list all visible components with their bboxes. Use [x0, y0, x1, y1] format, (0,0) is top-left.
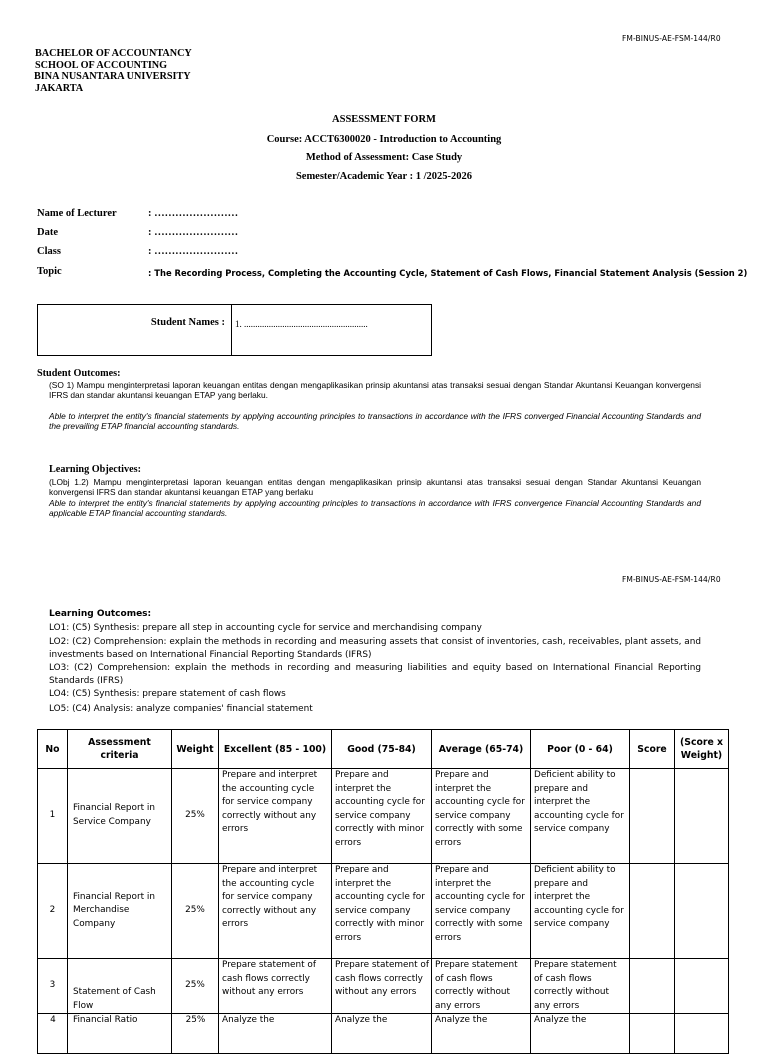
row-average: Analyze the: [432, 1014, 531, 1054]
row-weight: 25%: [172, 864, 219, 959]
row-good: Analyze the: [332, 1014, 432, 1054]
row-no: 1: [38, 769, 68, 864]
row-score-weight-cell[interactable]: [675, 769, 729, 864]
row-poor: Prepare statement of cash flows correctly without any errors: [531, 959, 630, 1014]
row-weight: 25%: [172, 769, 219, 864]
lo5-text: LO5: (C4) Analysis: analyze companies' financial statement: [49, 704, 313, 714]
row-average: Prepare and interpret the accounting cycle for service company correctly with some errors: [432, 769, 531, 864]
row-criteria: Statement of Cash Flow: [68, 959, 172, 1014]
row-excellent: Prepare statement of cash flows correctly without any errors: [219, 959, 332, 1014]
form-title: ASSESSMENT FORM: [332, 114, 436, 125]
row-score-weight-cell[interactable]: [675, 1014, 729, 1054]
row-poor: Analyze the: [531, 1014, 630, 1054]
institution-line-4: JAKARTA: [35, 82, 84, 94]
row-excellent: Analyze the: [219, 1014, 332, 1054]
date-value: : ……………………: [148, 227, 239, 238]
row-no: 2: [38, 864, 68, 959]
method-line: Method of Assessment: Case Study: [305, 152, 463, 163]
lecturer-value: : ……………………: [148, 208, 239, 219]
form-code-mid: FM-BINUS-AE-FSM-144/R0: [622, 575, 721, 584]
table-row: [38, 959, 729, 1014]
learning-objectives-indonesian: (LObj 1.2) Mampu menginterpretasi laporan keuangan entitas dengan mengaplikasikan prinsip akuntansi atas transaksi sesuai dengan Standar Akuntansi Keuangan konvergensi IFRS dan standar akuntansi keuangan ETAP yang berlaku: [49, 477, 701, 498]
row-score-cell[interactable]: [630, 1014, 675, 1054]
lo4-text: LO4: (C5) Synthesis: prepare statement of cash flows: [49, 689, 286, 699]
row-criteria: Financial Report in Service Company: [68, 769, 172, 864]
lecturer-label: Name of Lecturer: [37, 208, 117, 219]
row-average: Prepare statement of cash flows correctly without any errors: [432, 959, 531, 1014]
lo2-text: LO2: (C2) Comprehension: explain the methods in recording and measuring assets that consist of inventories, cash, receivables, plant assets, and investments based on International Financial Reporting Standards (IFRS): [49, 637, 701, 661]
table-row: [38, 769, 729, 864]
institution-line-1: BACHELOR OF ACCOUNTANCY: [35, 48, 192, 59]
student-names-label-cell: [38, 305, 232, 355]
institution-line-3: BINA NUSANTARA UNIVERSITY: [34, 71, 191, 83]
learning-outcomes-heading: Learning Outcomes:: [49, 609, 152, 619]
lo3-text: LO3: (C2) Comprehension: explain the methods in recording and measuring liabilities and equity based on International Financial Reporting Standards (IFRS): [49, 663, 701, 687]
row-good: Prepare and interpret the accounting cycle for service company correctly with minor errors: [332, 864, 432, 959]
date-label: Date: [37, 227, 58, 238]
row-criteria: Financial Ratio: [68, 1014, 172, 1054]
row-no: 4: [38, 1014, 68, 1054]
header-excellent: Excellent (85 - 100): [219, 730, 332, 769]
topic-value: : The Recording Process, Completing the Accounting Cycle, Statement of Cash Flows, Financial Statement Analysis (Session 2): [148, 268, 748, 278]
row-poor: Deficient ability to prepare and interpret the accounting cycle for service company: [531, 864, 630, 959]
row-excellent: Prepare and interpret the accounting cycle for service company correctly without any errors: [219, 769, 332, 864]
table-row: [38, 864, 729, 959]
institution-line-2: SCHOOL OF ACCOUNTING: [35, 59, 168, 71]
institution-block: [35, 48, 192, 94]
row-good: Prepare and interpret the accounting cycle for service company correctly with minor errors: [332, 769, 432, 864]
form-code-top: FM-BINUS-AE-FSM-144/R0: [622, 34, 721, 43]
student-names-label: Student Names :: [150, 317, 225, 328]
row-score-weight-cell[interactable]: [675, 959, 729, 1014]
topic-label: Topic: [37, 266, 62, 277]
header-weight: Weight: [172, 730, 219, 769]
learning-objectives-heading: Learning Objectives:: [49, 464, 141, 475]
header-good: Good (75-84): [332, 730, 432, 769]
student-names-value[interactable]: 1. .......................................................: [235, 319, 368, 329]
row-score-weight-cell[interactable]: [675, 864, 729, 959]
learning-objectives-english: Able to interpret the entity's financial statements by applying accounting principles to transactions in accordance with IFRS convergence Financial Accounting Standards and applicable ETAP financial accounting standards.: [49, 498, 701, 519]
student-outcomes-english: Able to interpret the entity's financial statements by applying accounting principles to transactions in accordance with the IFRS converged Financial Accounting Standards and the prevailing ETAP financial accounting standards.: [49, 411, 701, 432]
row-excellent: Prepare and interpret the accounting cycle for service company correctly without any errors: [219, 864, 332, 959]
student-outcomes-indonesian: (SO 1) Mampu menginterpretasi laporan keuangan entitas dengan mengaplikasikan prinsip akuntansi atas transaksi sesuai dengan Standar Akuntansi Keuangan konvergensi IFRS dan standar akuntansi keuangan ETAP yang berlaku.: [49, 380, 701, 401]
row-criteria: Financial Report in Merchandise Company: [68, 864, 172, 959]
row-score-cell[interactable]: [630, 864, 675, 959]
row-score-cell[interactable]: [630, 959, 675, 1014]
class-label: Class: [37, 246, 61, 257]
rubric-table: [37, 729, 729, 1054]
rubric-header-row: [38, 730, 729, 769]
header-score: Score: [630, 730, 675, 769]
lo1-text: LO1: (C5) Synthesis: prepare all step in accounting cycle for service and merchandising company: [49, 623, 482, 633]
header-average: Average (65-74): [432, 730, 531, 769]
student-outcomes-heading: Student Outcomes:: [37, 368, 121, 379]
header-no: No: [38, 730, 68, 769]
row-weight: 25%: [172, 1014, 219, 1054]
semester-line: Semester/Academic Year : 1 /2025-2026: [295, 171, 473, 182]
class-value: : ……………………: [148, 246, 239, 257]
row-weight: 25%: [172, 959, 219, 1014]
row-poor: Deficient ability to prepare and interpret the accounting cycle for service company: [531, 769, 630, 864]
header-criteria: Assessment criteria: [68, 730, 172, 769]
table-row: [38, 1014, 729, 1054]
course-line: Course: ACCT6300020 - Introduction to Accounting: [266, 134, 502, 145]
row-no: 3: [38, 959, 68, 1014]
row-average: Prepare and interpret the accounting cycle for service company correctly with some errors: [432, 864, 531, 959]
header-poor: Poor (0 - 64): [531, 730, 630, 769]
student-names-box: [37, 304, 432, 356]
row-good: Prepare statement of cash flows correctly without any errors: [332, 959, 432, 1014]
header-score-weight: (Score x Weight): [675, 730, 729, 769]
row-score-cell[interactable]: [630, 769, 675, 864]
